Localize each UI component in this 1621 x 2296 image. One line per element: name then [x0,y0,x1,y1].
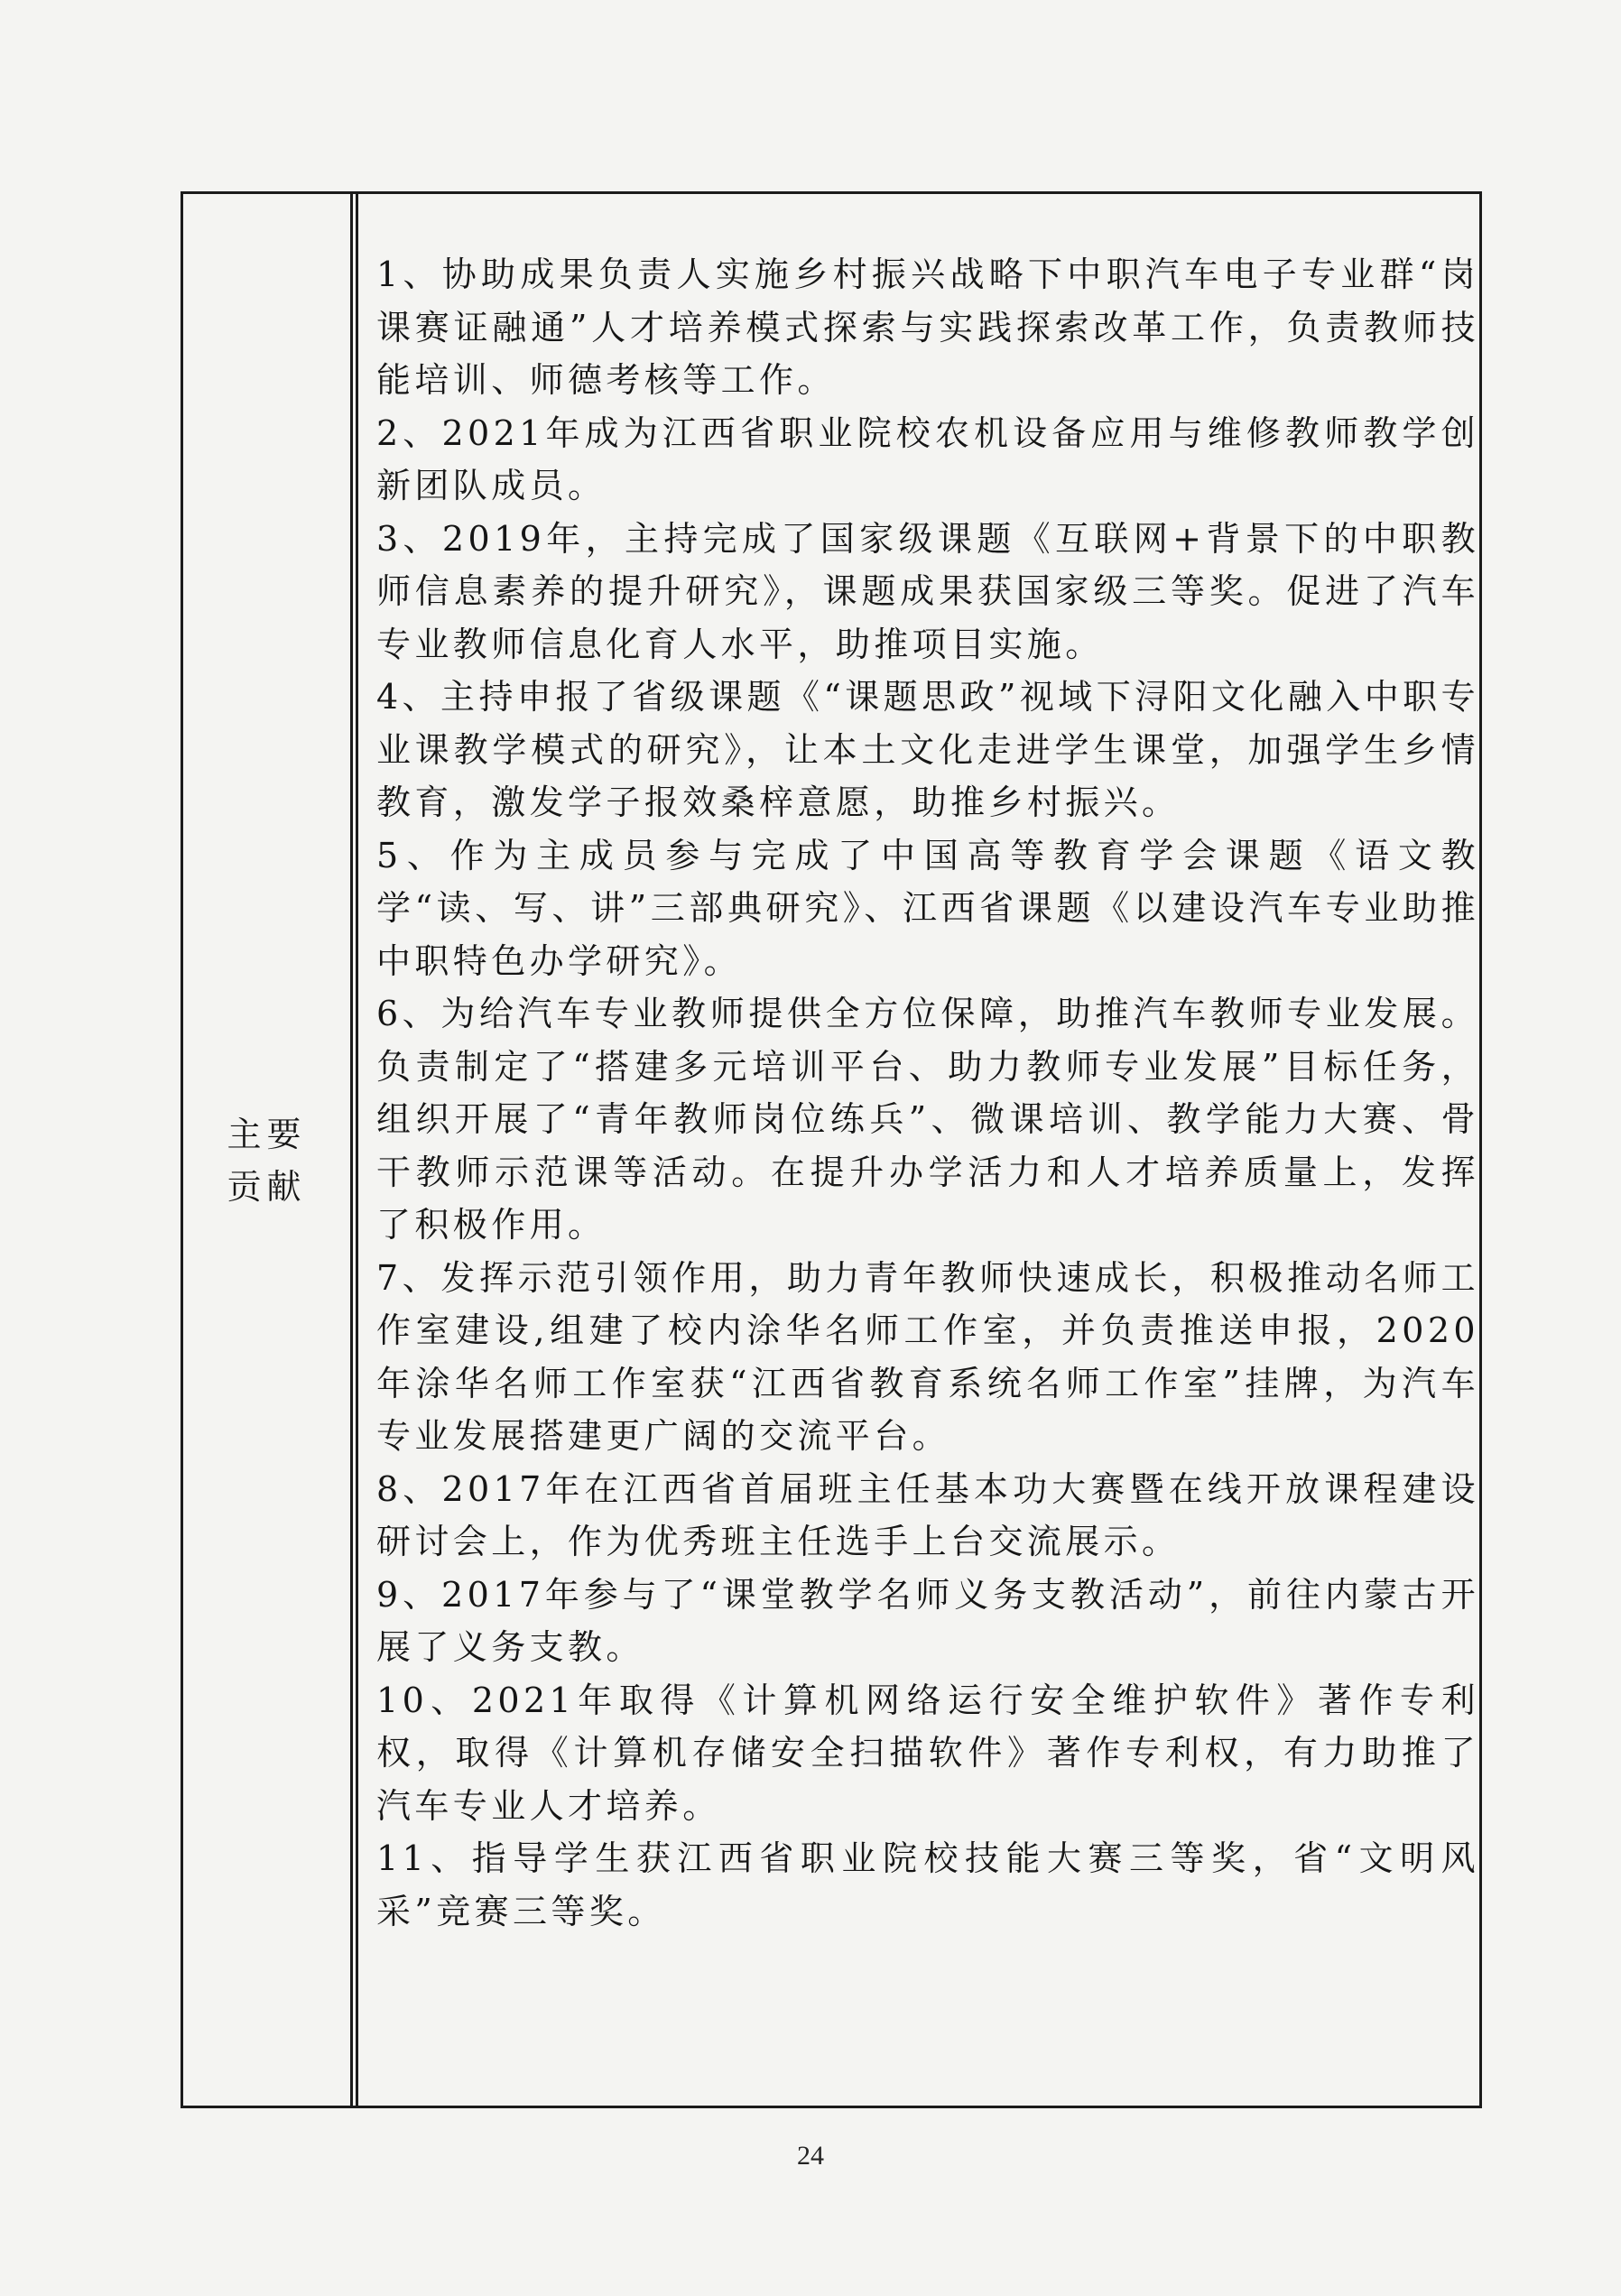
label-cell [183,194,353,2106]
contribution-item: 1、协助成果负责人实施乡村振兴战略下中职汽车电子专业群“岗课赛证融通”人才培养模式探索与实践探索改革工作，负责教师技能培训、师德考核等工作。 [376,255,1479,400]
page-number: 24 [797,2141,824,2171]
contribution-item: 10、2021年取得《计算机网络运行安全维护软件》著作专利权，取得《计算机存储安全扫描软件》著作专利权，有力助推了汽车专业人才培养。 [376,1680,1479,1826]
contribution-table [181,191,1482,2108]
contribution-item: 5、作为主成员参与完成了中国高等教育学会课题《语文教学“读、写、讲”三部典研究》、江西省课题《以建设汽车专业助推中职特色办学研究》。 [376,835,1479,981]
contribution-item: 11、指导学生获江西省职业院校技能大赛三等奖，省“文明风采”竞赛三等奖。 [376,1838,1479,1931]
contribution-item: 3、2019年，主持完成了国家级课题《互联网+背景下的中职教师信息素养的提升研究》，课题成果获国家级三等奖。促进了汽车专业教师信息化育人水平，助推项目实施。 [376,518,1479,664]
row-label: 主要贡献 [227,1115,307,1207]
contribution-item: 8、2017年在江西省首届班主任基本功大赛暨在线开放课程建设研讨会上，作为优秀班主任选手上台交流展示。 [376,1468,1479,1561]
contribution-item: 7、发挥示范引领作用，助力青年教师快速成长，积极推动名师工作室建设,组建了校内涂华名师工作室，并负责推送申报，2020年涂华名师工作室获“江西省教育系统名师工作室”挂牌，为汽车专业发展搭建更广阔的交流平台。 [376,1257,1479,1456]
contribution-item: 6、为给汽车专业教师提供全方位保障，助推汽车教师专业发展。负责制定了“搭建多元培训平台、助力教师专业发展”目标任务，组织开展了“青年教师岗位练兵”、微课培训、教学能力大赛、骨干教师示范课等活动。在提升办学活力和人才培养质量上，发挥了积极作用。 [376,994,1479,1245]
content-cell [358,194,1479,2106]
contribution-item: 4、主持申报了省级课题《“课题思政”视域下浔阳文化融入中职专业课教学模式的研究》，让本土文化走进学生课堂，加强学生乡情教育，激发学子报效桑梓意愿，助推乡村振兴。 [376,677,1479,822]
contribution-item: 9、2017年参与了“课堂教学名师义务支教活动”，前往内蒙古开展了义务支教。 [376,1574,1479,1667]
contribution-item: 2、2021年成为江西省职业院校农机设备应用与维修教师教学创新团队成员。 [376,412,1479,505]
